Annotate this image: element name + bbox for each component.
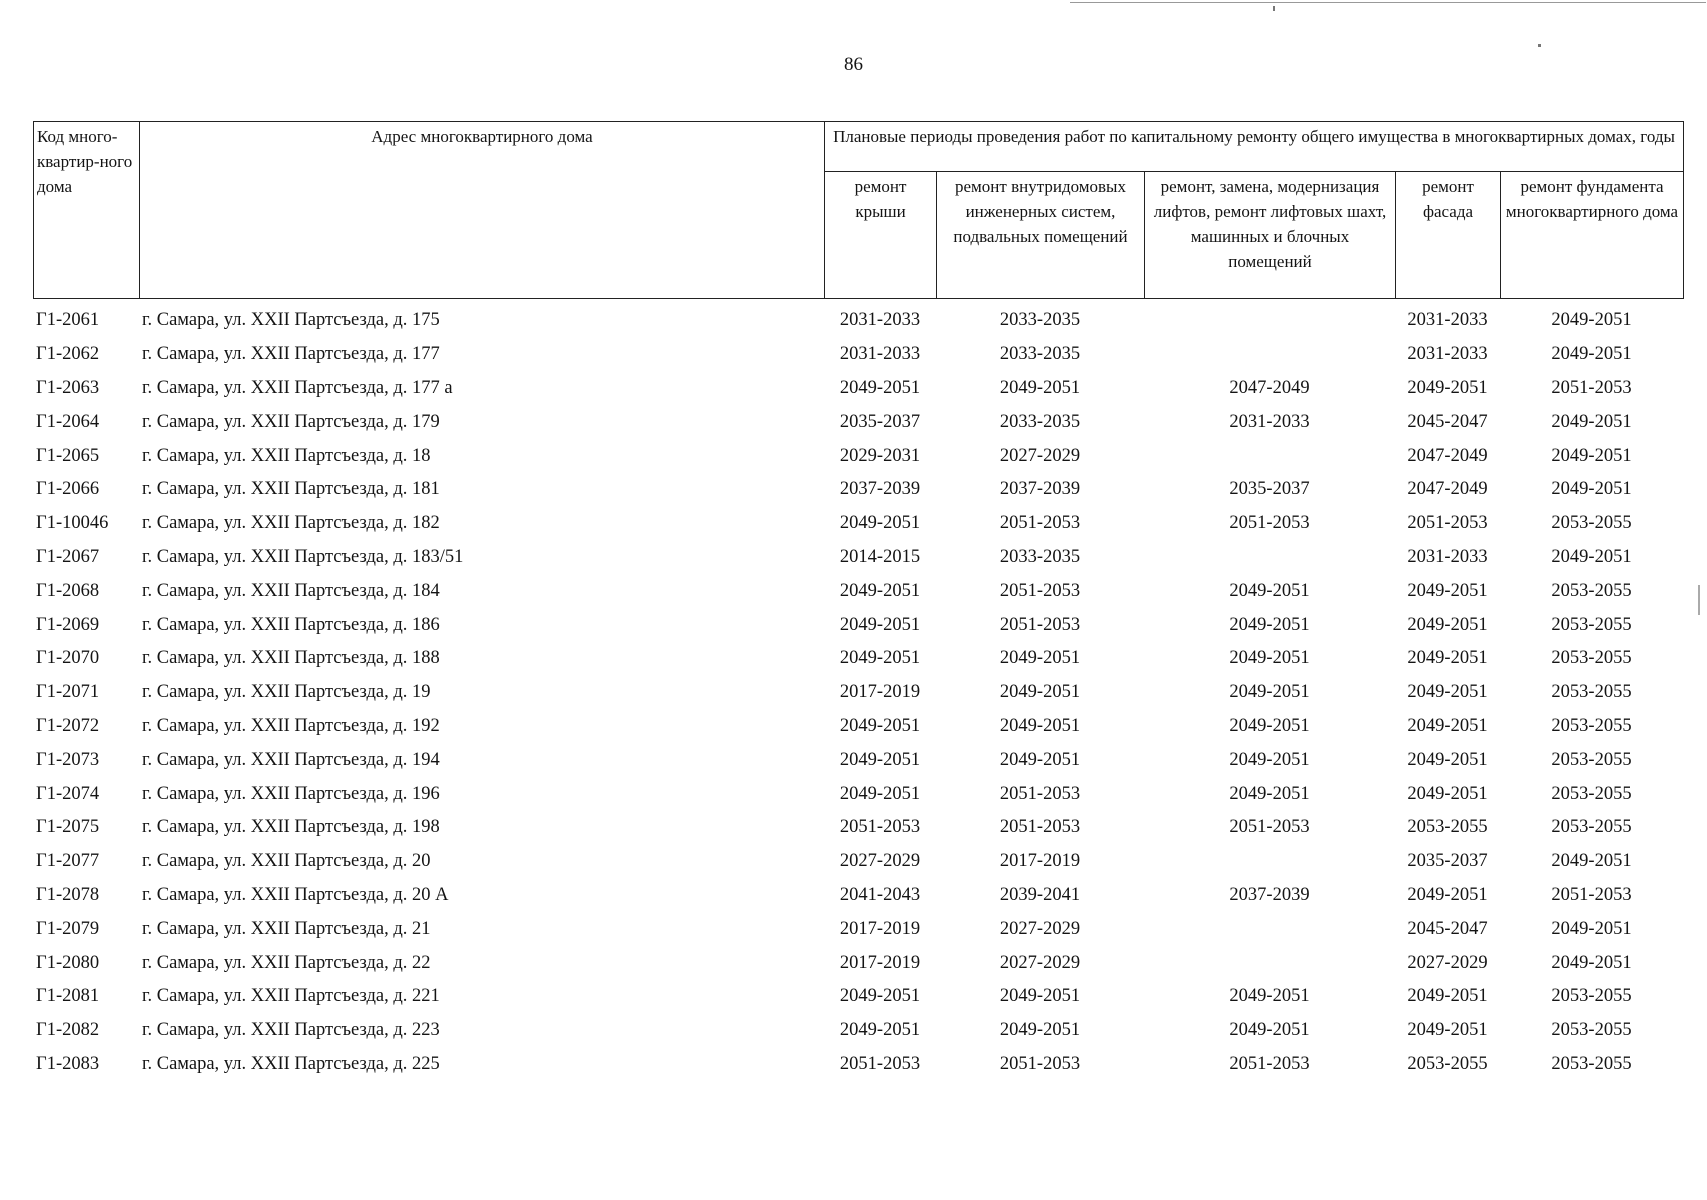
cell-facade: 2035-2037: [1407, 851, 1488, 872]
cell-elevators: 2049-2051: [1229, 783, 1310, 804]
cell-facade: 2049-2051: [1407, 884, 1488, 905]
cell-engineering: 2017-2019: [999, 851, 1081, 872]
table-row: [33, 439, 1683, 473]
cell-address: г. Самара, ул. XXII Партсъезда, д. 18: [142, 445, 431, 466]
cell-facade: 2049-2051: [1407, 986, 1488, 1007]
table-row: [33, 980, 1683, 1014]
cell-address: г. Самара, ул. XXII Партсъезда, д. 175: [142, 310, 440, 331]
cell-facade: 2053-2055: [1407, 817, 1488, 838]
cell-code: Г1-2069: [36, 614, 100, 635]
cell-code: Г1-2081: [36, 986, 100, 1007]
cell-foundation: 2053-2055: [1551, 817, 1632, 838]
cell-foundation: 2053-2055: [1551, 715, 1632, 736]
cell-code: Г1-2064: [36, 411, 100, 432]
cell-address: г. Самара, ул. XXII Партсъезда, д. 19: [142, 682, 431, 703]
cell-address: г. Самара, ул. XXII Партсъезда, д. 181: [142, 479, 440, 500]
cell-facade: 2045-2047: [1407, 918, 1488, 939]
cell-code: Г1-2078: [36, 884, 100, 905]
cell-code: Г1-2066: [36, 479, 100, 500]
table-row: [33, 743, 1683, 777]
cell-roof: 2017-2019: [839, 682, 921, 703]
cell-elevators: 2037-2039: [1229, 884, 1310, 905]
table-row: [33, 574, 1683, 608]
cell-elevators: 2047-2049: [1229, 377, 1310, 398]
header-elevators: ремонт, замена, модернизация лифтов, ремонт лифтовых шахт, машинных и блочных помещений: [1145, 172, 1396, 299]
table-row: [33, 304, 1683, 338]
cell-elevators: 2049-2051: [1229, 648, 1310, 669]
cell-roof: 2049-2051: [839, 513, 921, 534]
cell-facade: 2045-2047: [1407, 411, 1488, 432]
table-row: [33, 541, 1683, 575]
table-row: [33, 372, 1683, 406]
cell-code: Г1-2079: [36, 918, 100, 939]
table-row: [33, 710, 1683, 744]
cell-elevators: [1144, 845, 1395, 879]
cell-facade: 2027-2029: [1407, 952, 1488, 973]
cell-code: Г1-2063: [36, 377, 100, 398]
cell-foundation: 2053-2055: [1551, 1020, 1632, 1041]
scan-speck: [1273, 6, 1275, 11]
cell-roof: 2017-2019: [839, 918, 921, 939]
cell-foundation: 2049-2051: [1551, 851, 1632, 872]
cell-facade: 2053-2055: [1407, 1053, 1488, 1074]
cell-facade: 2049-2051: [1407, 614, 1488, 635]
scan-speck: [1538, 44, 1541, 47]
cell-address: г. Самара, ул. XXII Партсъезда, д. 225: [142, 1053, 440, 1074]
cell-elevators: [1144, 439, 1395, 473]
cell-elevators: 2051-2053: [1229, 513, 1310, 534]
cell-roof: 2029-2031: [839, 445, 921, 466]
cell-engineering: 2049-2051: [999, 377, 1081, 398]
cell-roof: 2014-2015: [839, 546, 921, 567]
table-row: [33, 811, 1683, 845]
header-code: Код много-квартир-ного дома: [34, 122, 140, 299]
cell-foundation: 2053-2055: [1551, 580, 1632, 601]
cell-roof: 2049-2051: [839, 749, 921, 770]
table-header: [33, 121, 1684, 299]
header-planned-periods: Плановые периоды проведения работ по капитальному ремонту общего имущества в многоквартирных домах, годы: [825, 122, 1684, 172]
cell-foundation: 2049-2051: [1551, 952, 1632, 973]
cell-code: Г1-2073: [36, 749, 100, 770]
cell-engineering: 2051-2053: [999, 580, 1081, 601]
table-row: [33, 338, 1683, 372]
page-number: 86: [844, 54, 863, 75]
cell-foundation: 2049-2051: [1551, 445, 1632, 466]
cell-engineering: 2049-2051: [999, 1020, 1081, 1041]
scan-speck: [1698, 585, 1700, 615]
table-row: [33, 405, 1683, 439]
cell-address: г. Самара, ул. XXII Партсъезда, д. 182: [142, 513, 440, 534]
cell-elevators: 2049-2051: [1229, 749, 1310, 770]
cell-code: Г1-2067: [36, 546, 100, 567]
table-row: [33, 507, 1683, 541]
cell-engineering: 2037-2039: [999, 479, 1081, 500]
cell-elevators: 2049-2051: [1229, 580, 1310, 601]
cell-foundation: 2051-2053: [1551, 884, 1632, 905]
cell-facade: 2049-2051: [1407, 783, 1488, 804]
table-row: [33, 642, 1683, 676]
header-foundation: ремонт фундамента многоквартирного дома: [1501, 172, 1684, 299]
cell-code: Г1-2062: [36, 344, 100, 365]
cell-elevators: [1144, 338, 1395, 372]
cell-roof: 2049-2051: [839, 1020, 921, 1041]
table-row: [33, 912, 1683, 946]
cell-code: Г1-2082: [36, 1020, 100, 1041]
cell-address: г. Самара, ул. XXII Партсъезда, д. 179: [142, 411, 440, 432]
cell-code: Г1-2074: [36, 783, 100, 804]
cell-foundation: 2049-2051: [1551, 411, 1632, 432]
table-row: [33, 845, 1683, 879]
cell-code: Г1-10046: [36, 513, 109, 534]
cell-engineering: 2049-2051: [999, 648, 1081, 669]
cell-elevators: 2049-2051: [1229, 986, 1310, 1007]
cell-code: Г1-2072: [36, 715, 100, 736]
header-facade: ремонт фасада: [1396, 172, 1501, 299]
cell-roof: 2031-2033: [839, 344, 921, 365]
cell-engineering: 2051-2053: [999, 614, 1081, 635]
cell-foundation: 2053-2055: [1551, 749, 1632, 770]
cell-address: г. Самара, ул. XXII Партсъезда, д. 194: [142, 749, 440, 770]
cell-foundation: 2049-2051: [1551, 918, 1632, 939]
cell-elevators: 2049-2051: [1229, 1020, 1310, 1041]
cell-facade: 2047-2049: [1407, 479, 1488, 500]
cell-foundation: 2049-2051: [1551, 310, 1632, 331]
cell-roof: 2017-2019: [839, 952, 921, 973]
cell-foundation: 2053-2055: [1551, 614, 1632, 635]
cell-roof: 2049-2051: [839, 783, 921, 804]
cell-engineering: 2051-2053: [999, 513, 1081, 534]
cell-facade: 2049-2051: [1407, 1020, 1488, 1041]
cell-elevators: 2035-2037: [1229, 479, 1310, 500]
cell-engineering: 2049-2051: [999, 715, 1081, 736]
cell-facade: 2047-2049: [1407, 445, 1488, 466]
table-row: [33, 1048, 1683, 1082]
cell-address: г. Самара, ул. XXII Партсъезда, д. 188: [142, 648, 440, 669]
cell-roof: 2027-2029: [839, 851, 921, 872]
cell-code: Г1-2061: [36, 310, 100, 331]
cell-code: Г1-2071: [36, 682, 100, 703]
cell-elevators: 2049-2051: [1229, 682, 1310, 703]
cell-elevators: [1144, 912, 1395, 946]
cell-code: Г1-2070: [36, 648, 100, 669]
cell-roof: 2037-2039: [839, 479, 921, 500]
table-row: [33, 946, 1683, 980]
cell-roof: 2031-2033: [839, 310, 921, 331]
cell-engineering: 2033-2035: [999, 344, 1081, 365]
cell-code: Г1-2080: [36, 952, 100, 973]
cell-foundation: 2049-2051: [1551, 546, 1632, 567]
cell-elevators: [1144, 304, 1395, 338]
cell-engineering: 2049-2051: [999, 749, 1081, 770]
table-row: [33, 879, 1683, 913]
cell-code: Г1-2065: [36, 445, 100, 466]
cell-code: Г1-2077: [36, 851, 100, 872]
cell-elevators: 2051-2053: [1229, 817, 1310, 838]
cell-engineering: 2051-2053: [999, 783, 1081, 804]
cell-elevators: 2031-2033: [1229, 411, 1310, 432]
cell-address: г. Самара, ул. XXII Партсъезда, д. 223: [142, 1020, 440, 1041]
cell-engineering: 2027-2029: [999, 918, 1081, 939]
cell-facade: 2049-2051: [1407, 749, 1488, 770]
cell-foundation: 2053-2055: [1551, 513, 1632, 534]
cell-roof: 2049-2051: [839, 715, 921, 736]
cell-facade: 2049-2051: [1407, 648, 1488, 669]
cell-elevators: 2049-2051: [1229, 614, 1310, 635]
table-row: [33, 608, 1683, 642]
cell-facade: 2049-2051: [1407, 377, 1488, 398]
cell-foundation: 2053-2055: [1551, 682, 1632, 703]
data-table: [33, 304, 1683, 1081]
cell-facade: 2051-2053: [1407, 513, 1488, 534]
cell-foundation: 2053-2055: [1551, 1053, 1632, 1074]
table-row: [33, 473, 1683, 507]
cell-address: г. Самара, ул. XXII Партсъезда, д. 184: [142, 580, 440, 601]
cell-address: г. Самара, ул. XXII Партсъезда, д. 20: [142, 851, 431, 872]
cell-foundation: 2053-2055: [1551, 648, 1632, 669]
cell-address: г. Самара, ул. XXII Партсъезда, д. 198: [142, 817, 440, 838]
cell-elevators: 2049-2051: [1229, 715, 1310, 736]
cell-foundation: 2049-2051: [1551, 479, 1632, 500]
cell-address: г. Самара, ул. XXII Партсъезда, д. 183/51: [142, 546, 464, 567]
table-row: [33, 777, 1683, 811]
cell-roof: 2049-2051: [839, 377, 921, 398]
cell-elevators: [1144, 541, 1395, 575]
cell-engineering: 2049-2051: [999, 986, 1081, 1007]
cell-roof: 2035-2037: [839, 411, 921, 432]
cell-engineering: 2027-2029: [999, 952, 1081, 973]
cell-engineering: 2033-2035: [999, 546, 1081, 567]
cell-code: Г1-2068: [36, 580, 100, 601]
cell-roof: 2049-2051: [839, 648, 921, 669]
cell-address: г. Самара, ул. XXII Партсъезда, д. 186: [142, 614, 440, 635]
cell-address: г. Самара, ул. XXII Партсъезда, д. 192: [142, 715, 440, 736]
cell-foundation: 2049-2051: [1551, 344, 1632, 365]
cell-address: г. Самара, ул. XXII Партсъезда, д. 177 а: [142, 377, 453, 398]
cell-address: г. Самара, ул. XXII Партсъезда, д. 22: [142, 952, 431, 973]
cell-address: г. Самара, ул. XXII Партсъезда, д. 177: [142, 344, 440, 365]
cell-roof: 2051-2053: [839, 817, 921, 838]
cell-roof: 2041-2043: [839, 884, 921, 905]
table-row: [33, 1014, 1683, 1048]
cell-facade: 2049-2051: [1407, 715, 1488, 736]
header-address: Адрес многоквартирного дома: [140, 122, 825, 299]
cell-facade: 2031-2033: [1407, 546, 1488, 567]
cell-roof: 2051-2053: [839, 1053, 921, 1074]
cell-address: г. Самара, ул. XXII Партсъезда, д. 20 А: [142, 884, 449, 905]
cell-elevators: [1144, 946, 1395, 980]
cell-roof: 2049-2051: [839, 580, 921, 601]
cell-code: Г1-2083: [36, 1053, 100, 1074]
cell-roof: 2049-2051: [839, 614, 921, 635]
cell-engineering: 2051-2053: [999, 1053, 1081, 1074]
cell-roof: 2049-2051: [839, 986, 921, 1007]
table-row: [33, 676, 1683, 710]
cell-code: Г1-2075: [36, 817, 100, 838]
cell-engineering: 2039-2041: [999, 884, 1081, 905]
cell-foundation: 2051-2053: [1551, 377, 1632, 398]
cell-elevators: 2051-2053: [1229, 1053, 1310, 1074]
header-engineering: ремонт внутридомовых инженерных систем, подвальных помещений: [937, 172, 1145, 299]
header-roof: ремонт крыши: [825, 172, 937, 299]
cell-address: г. Самара, ул. XXII Партсъезда, д. 221: [142, 986, 440, 1007]
cell-facade: 2031-2033: [1407, 344, 1488, 365]
table-body: [33, 304, 1683, 1081]
cell-facade: 2049-2051: [1407, 580, 1488, 601]
cell-foundation: 2053-2055: [1551, 986, 1632, 1007]
cell-address: г. Самара, ул. XXII Партсъезда, д. 21: [142, 918, 431, 939]
cell-engineering: 2049-2051: [999, 682, 1081, 703]
cell-address: г. Самара, ул. XXII Партсъезда, д. 196: [142, 783, 440, 804]
cell-engineering: 2033-2035: [999, 411, 1081, 432]
cell-foundation: 2053-2055: [1551, 783, 1632, 804]
cell-engineering: 2033-2035: [999, 310, 1081, 331]
cell-engineering: 2027-2029: [999, 445, 1081, 466]
scan-top-line: [1070, 2, 1706, 3]
cell-engineering: 2051-2053: [999, 817, 1081, 838]
cell-facade: 2049-2051: [1407, 682, 1488, 703]
cell-facade: 2031-2033: [1407, 310, 1488, 331]
